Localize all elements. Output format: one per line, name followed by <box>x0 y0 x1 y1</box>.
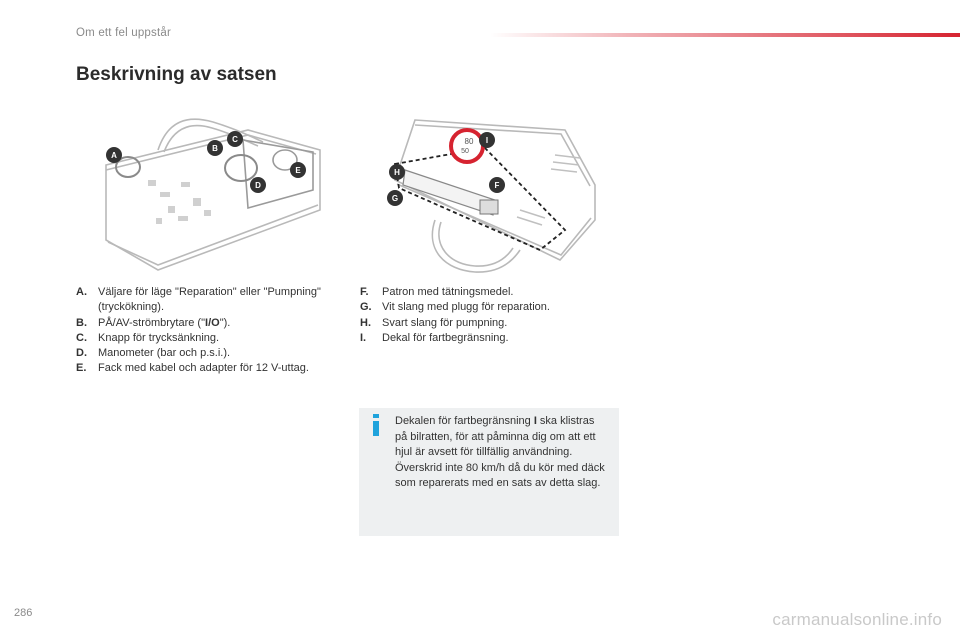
callout-g <box>387 190 403 206</box>
svg-text:H: H <box>394 168 400 177</box>
item-description: Knapp för trycksänkning. <box>98 331 220 344</box>
svg-text:C: C <box>232 135 238 144</box>
svg-text:80: 80 <box>464 137 474 146</box>
item-description: Manometer (bar och p.s.i.). <box>98 347 231 360</box>
item-description: Fack med kabel och adapter för 12 V-uttag. <box>98 362 309 375</box>
list-item <box>76 331 346 346</box>
item-letter: C. <box>76 331 87 344</box>
svg-text:B: B <box>212 144 218 153</box>
callout-f <box>489 177 505 193</box>
list-item <box>76 346 346 361</box>
svg-text:50: 50 <box>461 148 469 155</box>
item-description: Väljare för läge "Reparation" eller "Pumpning" (tryckökning). <box>98 286 321 314</box>
item-description: Patron med tätningsmedel. <box>382 286 514 298</box>
page-title: Beskrivning av satsen <box>76 64 277 85</box>
item-letter: F. <box>360 286 369 298</box>
callout-i <box>479 132 495 148</box>
item-description: Svart slang för pumpning. <box>382 316 508 329</box>
watermark: carmanualsonline.info <box>772 610 942 629</box>
item-letter: I. <box>360 331 367 344</box>
item-letter: G. <box>360 301 372 314</box>
item-description: Vit slang med plugg för reparation. <box>382 301 550 314</box>
callout-d <box>250 177 266 193</box>
speed-sticker <box>451 130 483 162</box>
svg-text:G: G <box>391 194 399 203</box>
svg-text:D: D <box>255 181 261 190</box>
item-letter: A. <box>76 286 87 298</box>
svg-text:A: A <box>111 151 117 160</box>
callout-c <box>227 131 243 147</box>
item-letter: E. <box>76 362 87 375</box>
list-item <box>76 285 346 316</box>
item-letter: D. <box>76 347 87 360</box>
parts-list-left <box>76 285 346 377</box>
callout-h <box>389 164 405 180</box>
compressor-kit-illustration <box>98 110 328 275</box>
info-icon <box>370 414 382 436</box>
svg-text:I: I <box>485 136 489 145</box>
callout-b <box>207 140 223 156</box>
info-note <box>359 408 619 536</box>
list-item <box>360 316 630 331</box>
callout-e <box>290 162 306 178</box>
svg-text:E: E <box>295 166 301 175</box>
header-accent-bar <box>490 33 960 37</box>
list-item <box>76 361 346 376</box>
item-description: PÅ/AV-strömbrytare ("I/O"). <box>98 316 231 329</box>
parts-list-right <box>360 285 630 346</box>
svg-text:F: F <box>494 181 500 190</box>
item-description: Dekal för fartbegränsning. <box>382 331 509 344</box>
page-number: 286 <box>14 607 33 619</box>
item-letter: B. <box>76 316 87 329</box>
list-item <box>360 331 630 346</box>
callout-a <box>106 147 122 163</box>
kit-underside-illustration <box>385 100 605 275</box>
list-item <box>360 300 630 315</box>
item-letter: H. <box>360 316 371 329</box>
info-text: Dekalen för fartbegränsning I ska klistras på bilratten, för att påminna dig om att ett hjul är avsett för tillfällig användning. Överskrid inte 80 km/h då du kör med däck som reparerats med en sats av detta slag. <box>395 415 605 490</box>
section-header: Om ett fel uppstår <box>76 27 171 39</box>
list-item <box>360 285 630 300</box>
list-item <box>76 316 346 331</box>
